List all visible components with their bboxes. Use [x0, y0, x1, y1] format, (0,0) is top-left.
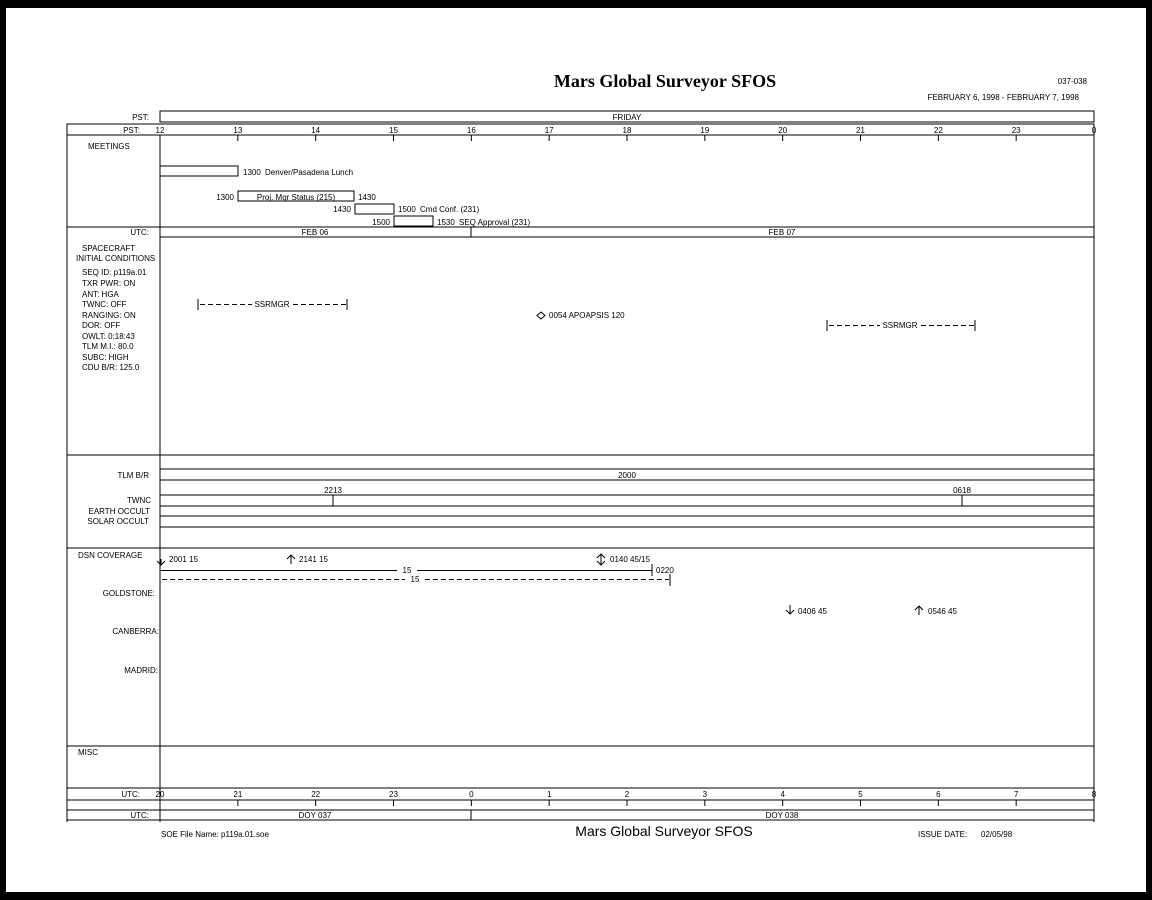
pst-tick-label: 21 [856, 126, 865, 135]
utc-date-2: FEB 07 [768, 228, 796, 237]
initial-conditions [82, 268, 147, 372]
ic-item: CDU B/R: 125.0 [82, 363, 140, 372]
ic-item: OWLT: 0:18:43 [82, 332, 135, 341]
doy-1: DOY 037 [298, 811, 332, 820]
pst-label: PST: [123, 126, 140, 135]
pst-ticks [156, 126, 1097, 141]
utc-tick-label: 20 [155, 790, 165, 799]
up-arrow-icon [287, 555, 295, 564]
utc-tick-label: 21 [233, 790, 243, 799]
dsn-pass-1: 2001 15 [169, 555, 198, 564]
station-madrid: MADRID: [124, 666, 158, 675]
meeting-bar-1 [160, 166, 238, 176]
ssrmgr-2-label: SSRMGR [882, 321, 918, 330]
pst-tick-label: 14 [311, 126, 321, 135]
apoapsis-diamond-icon [537, 312, 545, 319]
utc-tick-label: 7 [1013, 790, 1019, 799]
section-tlm-br: TLM B/R [117, 471, 149, 480]
pst-tick-label: 17 [544, 126, 554, 135]
pst-tick-label: 20 [778, 126, 788, 135]
dsn-bar-1-end-time: 0220 [656, 566, 674, 575]
ic-item: SEQ ID: p119a.01 [82, 268, 147, 277]
canberra-pass-2: 0546 45 [928, 607, 957, 616]
down-arrow-icon [786, 605, 794, 614]
spacecraft-title-1: SPACECRAFT [82, 244, 136, 253]
ic-item: RANGING: ON [82, 311, 136, 320]
pst-tick-label: 15 [389, 126, 398, 135]
pst-tick-label: 22 [933, 126, 943, 135]
utc-tick-label: 5 [858, 790, 863, 799]
issue-date: 02/05/98 [981, 830, 1013, 839]
canberra-pass-1: 0406 45 [798, 607, 827, 616]
day-label: FRIDAY [612, 113, 642, 122]
utc-ticks [156, 790, 1097, 806]
page-title: Mars Global Surveyor SFOS [553, 71, 777, 91]
date-range: FEBRUARY 6, 1998 - FEBRUARY 7, 1998 [927, 93, 1079, 102]
meeting-3-name: Cmd Conf. (231) [420, 205, 480, 214]
ic-item: DOR: OFF [82, 321, 121, 330]
utc-date-1: FEB 06 [301, 228, 329, 237]
dsn-bar-1-label: 15 [402, 566, 412, 575]
meeting-3-end: 1500 [398, 205, 416, 214]
section-earth-occult: EARTH OCCULT [88, 507, 150, 516]
pst-tick-label: 12 [155, 126, 165, 135]
station-goldstone: GOLDSTONE: [102, 589, 155, 598]
ic-item: TXR PWR: ON [82, 279, 136, 288]
meeting-4-end: 1530 [437, 218, 455, 227]
utc-label-doy: UTC: [130, 811, 149, 820]
utc-label-top: UTC: [130, 228, 149, 237]
ic-item: ANT: HGA [82, 290, 119, 299]
updown-arrow-icon [597, 554, 605, 565]
soe-file: SOE File Name: p119a.01.soe [161, 830, 269, 839]
twnc-time-b: 0618 [953, 486, 971, 495]
spacecraft-title-2: INITIAL CONDITIONS [76, 254, 156, 263]
doy-2: DOY 038 [765, 811, 799, 820]
utc-tick-label: 23 [389, 790, 398, 799]
utc-tick-label: 0 [469, 790, 474, 799]
station-canberra: CANBERRA: [112, 627, 159, 636]
utc-tick-label: 1 [546, 790, 552, 799]
utc-tick-label: 22 [311, 790, 321, 799]
pst-tick-label: 23 [1011, 126, 1021, 135]
pst-tick-label: 16 [466, 126, 476, 135]
pst-tick-label: 13 [233, 126, 243, 135]
ic-item: TWNC: OFF [82, 300, 127, 309]
meeting-2-name: Proj. Mgr Status (215) [256, 193, 336, 202]
meeting-1-name: Denver/Pasadena Lunch [265, 168, 354, 177]
section-twnc: TWNC [127, 496, 151, 505]
meeting-2-start: 1300 [216, 193, 234, 202]
twnc-time-a: 2213 [324, 486, 342, 495]
up-arrow-icon [915, 606, 923, 615]
meeting-1-start: 1300 [243, 168, 261, 177]
tlm-rate: 2000 [618, 471, 636, 480]
doc-number: 037-038 [1057, 77, 1087, 86]
apoapsis-label: 0054 APOAPSIS 120 [549, 311, 625, 320]
meeting-4-start: 1500 [372, 218, 390, 227]
pst-tick-label: 19 [700, 126, 710, 135]
down-arrow-icon [157, 559, 165, 565]
meeting-bar-3 [355, 204, 394, 214]
utc-label-bottom: UTC: [121, 790, 140, 799]
ic-item: SUBC: HIGH [82, 353, 129, 362]
section-dsn-coverage: DSN COVERAGE [78, 551, 143, 560]
meeting-4-name: SEQ Approval (231) [459, 218, 531, 227]
issue-date-label: ISSUE DATE: [918, 830, 968, 839]
section-solar-occult: SOLAR OCCULT [87, 517, 149, 526]
ic-item: TLM M.I.: 80.0 [82, 342, 134, 351]
utc-tick-label: 4 [780, 790, 785, 799]
section-meetings: MEETINGS [88, 142, 130, 151]
utc-tick-label: 8 [1091, 790, 1097, 799]
footer-title: Mars Global Surveyor SFOS [575, 823, 753, 839]
meeting-2-end: 1430 [358, 193, 376, 202]
utc-tick-label: 2 [624, 790, 630, 799]
pst-tick-label: 18 [622, 126, 632, 135]
meeting-3-start: 1430 [333, 205, 351, 214]
utc-tick-label: 6 [936, 790, 941, 799]
pst-label-top: PST: [132, 113, 149, 122]
section-misc: MISC [78, 748, 98, 757]
ssrmgr-1-label: SSRMGR [254, 300, 290, 309]
dsn-pass-3: 0140 45/15 [610, 555, 651, 564]
pst-tick-label: 0 [1091, 126, 1097, 135]
dsn-bar-2-label: 15 [410, 575, 420, 584]
utc-tick-label: 3 [702, 790, 708, 799]
dsn-pass-2: 2141 15 [299, 555, 328, 564]
meeting-bar-4 [394, 216, 433, 226]
